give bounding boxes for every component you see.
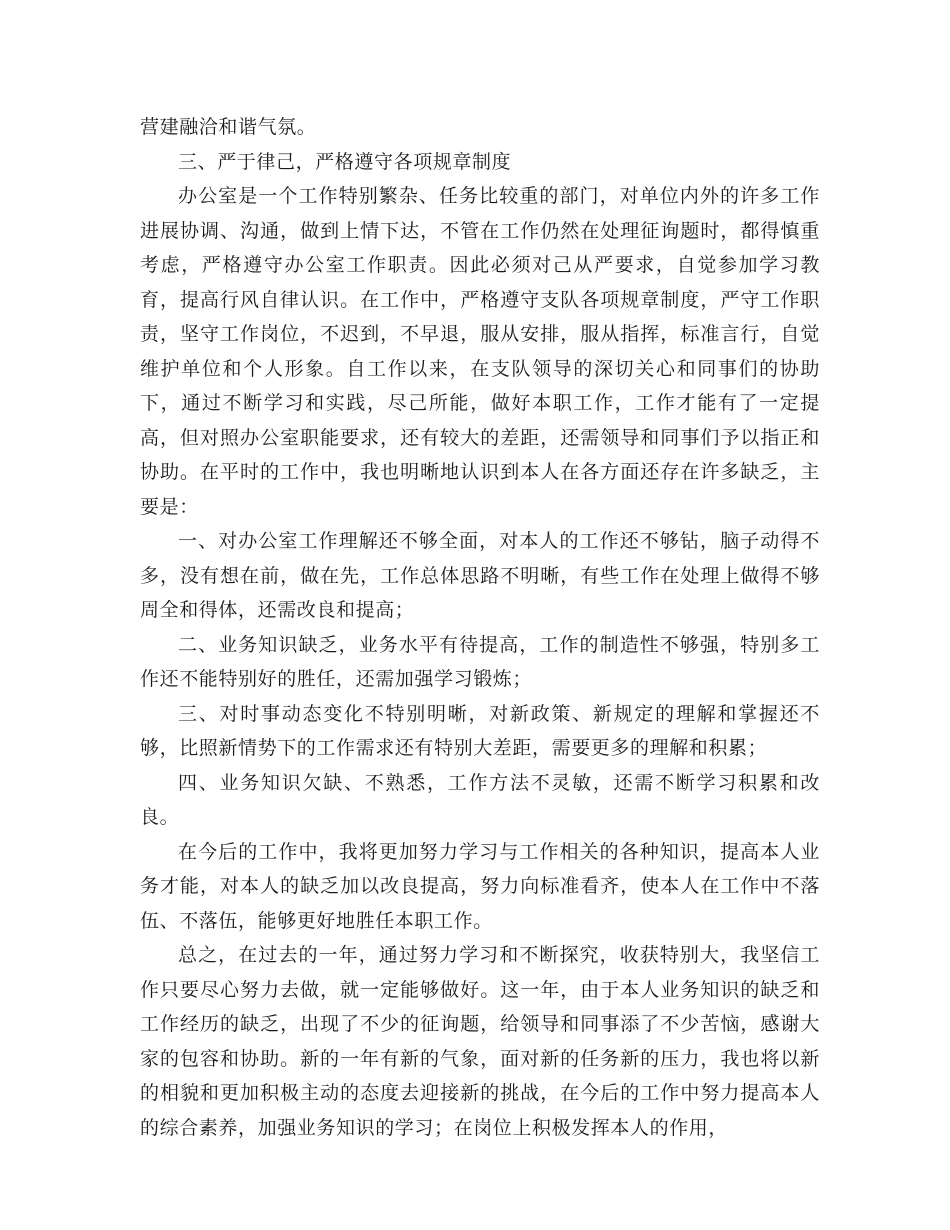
section-heading-3: 三、严于律己，严格遵守各项规章制度 — [178, 150, 512, 173]
paragraph-summary: 总之，在过去的一年，通过努力学习和不断探究，收获特别大，我坚信工作只要尽心努力去做，就一定能够做好。这一年，由于本人业务知识的缺乏和工作经历的缺乏，出现了不少的征询题，给领导和同事添了不少苦恼，感谢大家的包容和协助。新的一年有新的气象，面对新的任务新的压力，我也将以新的相貌和更加积极主动的态度去迎接新的挑战，在今后的工作中努力提高本人的综合素养，加强业务知识的学习；在岗位上积极发挥本人的作用， — [140, 944, 820, 1139]
paragraph-shortcoming-2: 二、业务知识缺乏，业务水平有待提高，工作的制造性不够强，特别多工作还不能特别好的胜任，还需加强学习锻炼； — [140, 633, 820, 690]
paragraph-shortcoming-1: 一、对办公室工作理解还不够全面，对本人的工作还不够钻，脑子动得不多，没有想在前，做在先，工作总体思路不明晰，有些工作在处理上做得不够周全和得体，还需改良和提高； — [140, 530, 820, 621]
document-body — [140, 110, 820, 1145]
paragraph-office-duties: 办公室是一个工作特别繁杂、任务比较重的部门，对单位内外的许多工作进展协调、沟通，做到上情下达，不管在工作仍然在处理征询题时，都得慎重考虑，严格遵守办公室工作职责。因此必须对己从严要求，自觉参加学习教育，提高行风自律认识。在工作中，严格遵守支队各项规章制度，严守工作职责，坚守工作岗位，不迟到，不早退，服从安排，服从指挥，标准言行，自觉维护单位和个人形象。自工作以来，在支队领导的深切关心和同事们的协助下，通过不断学习和实践，尽己所能，做好本职工作，工作才能有了一定提高，但对照办公室职能要求，还有较大的差距，还需领导和同事们予以指正和协助。在平时的工作中，我也明晰地认识到本人在各方面还存在许多缺乏，主要是： — [140, 185, 820, 518]
paragraph-shortcoming-3: 三、对时事动态变化不特别明晰，对新政策、新规定的理解和掌握还不够，比照新情势下的工作需求还有特别大差距，需要更多的理解和积累； — [140, 702, 820, 759]
paragraph-closing-line: 营建融洽和谐气氛。 — [140, 116, 317, 138]
paragraph-shortcoming-4: 四、业务知识欠缺、不熟悉，工作方法不灵敏，还需不断学习积累和改良。 — [140, 771, 820, 828]
paragraph-future-plan: 在今后的工作中，我将更加努力学习与工作相关的各种知识，提高本人业务才能，对本人的缺乏加以改良提高，努力向标准看齐，使本人在工作中不落伍、不落伍，能够更好地胜任本职工作。 — [140, 840, 820, 932]
